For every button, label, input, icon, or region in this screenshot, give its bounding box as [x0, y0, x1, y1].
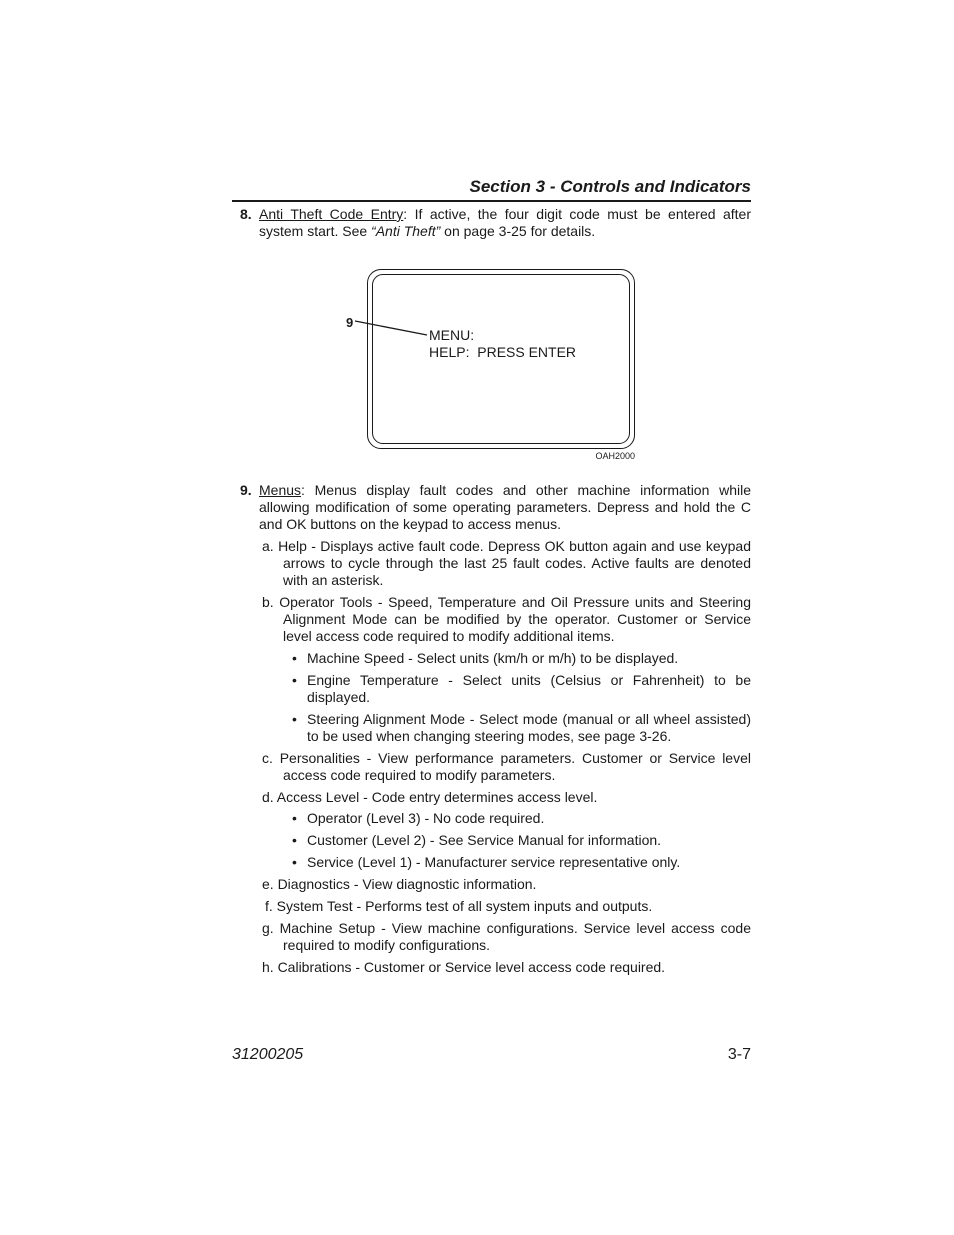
- figure-code: OAH2000: [595, 451, 635, 461]
- item-9-number: 9.: [240, 482, 252, 498]
- d-bullet-3: Service (Level 1) - Manufacturer service representative only.: [307, 854, 681, 870]
- section-title: Section 3 - Controls and Indicators: [469, 177, 751, 196]
- sub-item-e: e. Diagnostics - View diagnostic information.: [262, 876, 537, 892]
- item-8-number: 8.: [240, 206, 252, 222]
- bullet-icon: •: [292, 650, 297, 666]
- sub-item-b: b. Operator Tools - Speed, Temperature and Oil Pressure units and Steering Alignment Mode can be modified by the operator. Customer or Service level access code required to modify additional items.: [262, 594, 751, 644]
- bullet-icon: •: [292, 711, 297, 727]
- bullet-icon: •: [292, 672, 297, 688]
- d-bullet-2: Customer (Level 2) - See Service Manual for information.: [307, 832, 662, 848]
- item-9-text: : Menus display fault codes and other machine information while allowing modification of some operating parameters. Depress and hold the C and OK buttons on the keypad to access menus.: [259, 482, 751, 532]
- item-8-reference: “Anti Theft”: [371, 223, 441, 239]
- sub-item-h: h. Calibrations - Customer or Service level access code required.: [262, 959, 666, 975]
- sub-item-g: g. Machine Setup - View machine configurations. Service level access code required to modify configurations.: [262, 920, 751, 953]
- sub-item-a: a. Help - Displays active fault code. Depress OK button again and use keypad arrows to cycle through the last 25 fault codes. Active faults are denoted with an asterisk.: [262, 538, 751, 588]
- sub-item-c: c. Personalities - View performance parameters. Customer or Service level access code required to modify parameters.: [262, 750, 751, 783]
- sub-item-d: d. Access Level - Code entry determines access level.: [262, 789, 598, 805]
- item-8-text-1: : If active, the four digit code must be entered after system start. See: [259, 206, 752, 239]
- display-line-2: HELP: PRESS ENTER: [429, 344, 577, 360]
- b-bullet-3: Steering Alignment Mode - Select mode (manual or all wheel assisted) to be used when changing steering modes, see page 3-26.: [307, 711, 751, 744]
- figure-callout-number: 9: [346, 315, 354, 330]
- bullet-icon: •: [292, 854, 297, 870]
- bullet-icon: •: [292, 832, 297, 848]
- bullet-icon: •: [292, 810, 297, 826]
- item-8-term: Anti Theft Code Entry: [259, 206, 404, 222]
- item-8-text-2: on page 3-25 for details.: [440, 223, 596, 239]
- d-bullet-1: Operator (Level 3) - No code required.: [307, 810, 545, 826]
- b-bullet-1: Machine Speed - Select units (km/h or m/h) to be displayed.: [307, 650, 679, 666]
- document-number: 31200205: [232, 1046, 304, 1063]
- page-number: 3-7: [727, 1046, 751, 1063]
- b-bullet-2: Engine Temperature - Select units (Celsius or Fahrenheit) to be displayed.: [307, 672, 751, 705]
- sub-item-f: f. System Test - Performs test of all system inputs and outputs.: [265, 898, 653, 914]
- display-line-1: MENU:: [429, 327, 475, 343]
- item-9-paragraph: [259, 482, 751, 533]
- item-9-term: Menus: [259, 482, 302, 498]
